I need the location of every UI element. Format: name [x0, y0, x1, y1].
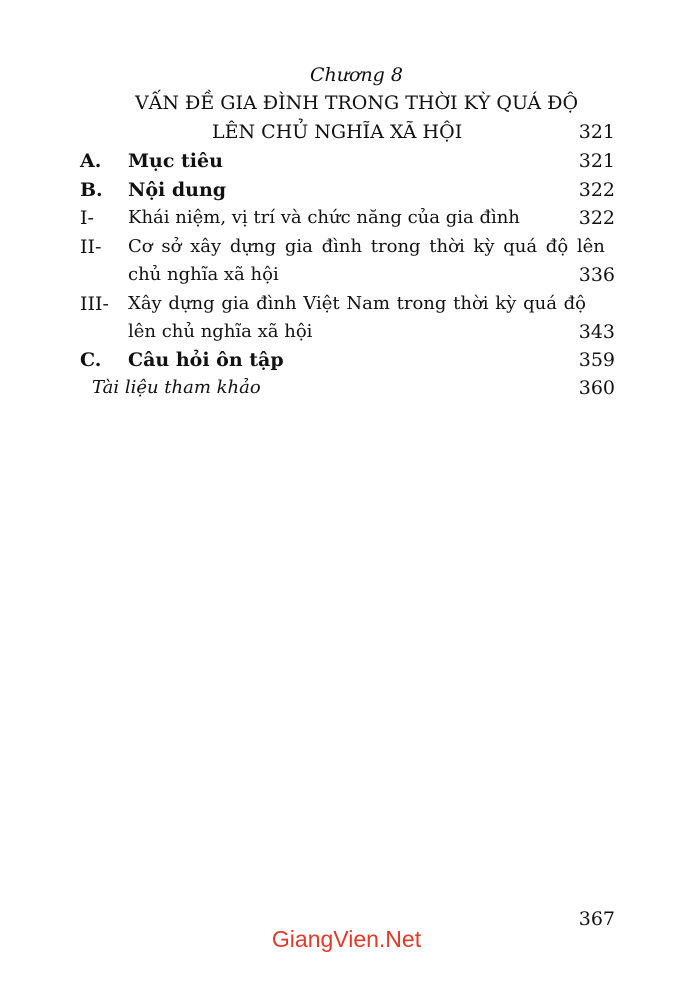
chapter-label: Chương 8	[310, 64, 403, 86]
page-number: 367	[578, 908, 615, 930]
watermark-logo[interactable]: GiangVien.Net	[271, 926, 422, 952]
toc-marker: C.	[80, 349, 102, 371]
toc-entry-text: Cơ sở xây dựng gia đình trong thời kỳ quá độ lên	[128, 236, 605, 257]
toc-entry-page: 359	[578, 349, 615, 371]
toc-entry-text: Xây dựng gia đình Việt Nam trong thời kỳ quá độ	[128, 293, 587, 314]
toc-marker: III-	[80, 293, 109, 315]
toc-entry-page: 322	[578, 207, 615, 229]
toc-marker: I-	[80, 207, 94, 229]
toc-entry-text: Câu hỏi ôn tập	[128, 349, 284, 371]
chapter-title-line2: LÊN CHỦ NGHĨA XÃ HỘI	[212, 121, 463, 143]
toc-marker: II-	[80, 236, 102, 258]
toc-entry-text: Nội dung	[128, 179, 227, 201]
toc-entry-text-cont: chủ nghĩa xã hội	[128, 264, 279, 285]
toc-entry-text: Khái niệm, vị trí và chức năng của gia đình	[128, 207, 520, 228]
toc-entry-text-cont: lên chủ nghĩa xã hội	[128, 321, 313, 342]
toc-entry-page: 321	[578, 150, 615, 172]
toc-marker: A.	[80, 150, 102, 172]
chapter-title-line1: VẤN ĐỀ GIA ĐÌNH TRONG THỜI KỲ QUÁ ĐỘ	[134, 92, 579, 114]
toc-entry-page: 343	[578, 321, 615, 343]
toc-entry-page: 360	[578, 377, 615, 399]
toc-marker: B.	[80, 179, 103, 201]
toc-entry-text: Mục tiêu	[128, 150, 223, 172]
toc-entry-page: 336	[578, 264, 615, 286]
toc-entry-text: Tài liệu tham khảo	[92, 377, 261, 398]
chapter-page-number: 321	[578, 121, 615, 143]
toc-entry-page: 322	[578, 179, 615, 201]
